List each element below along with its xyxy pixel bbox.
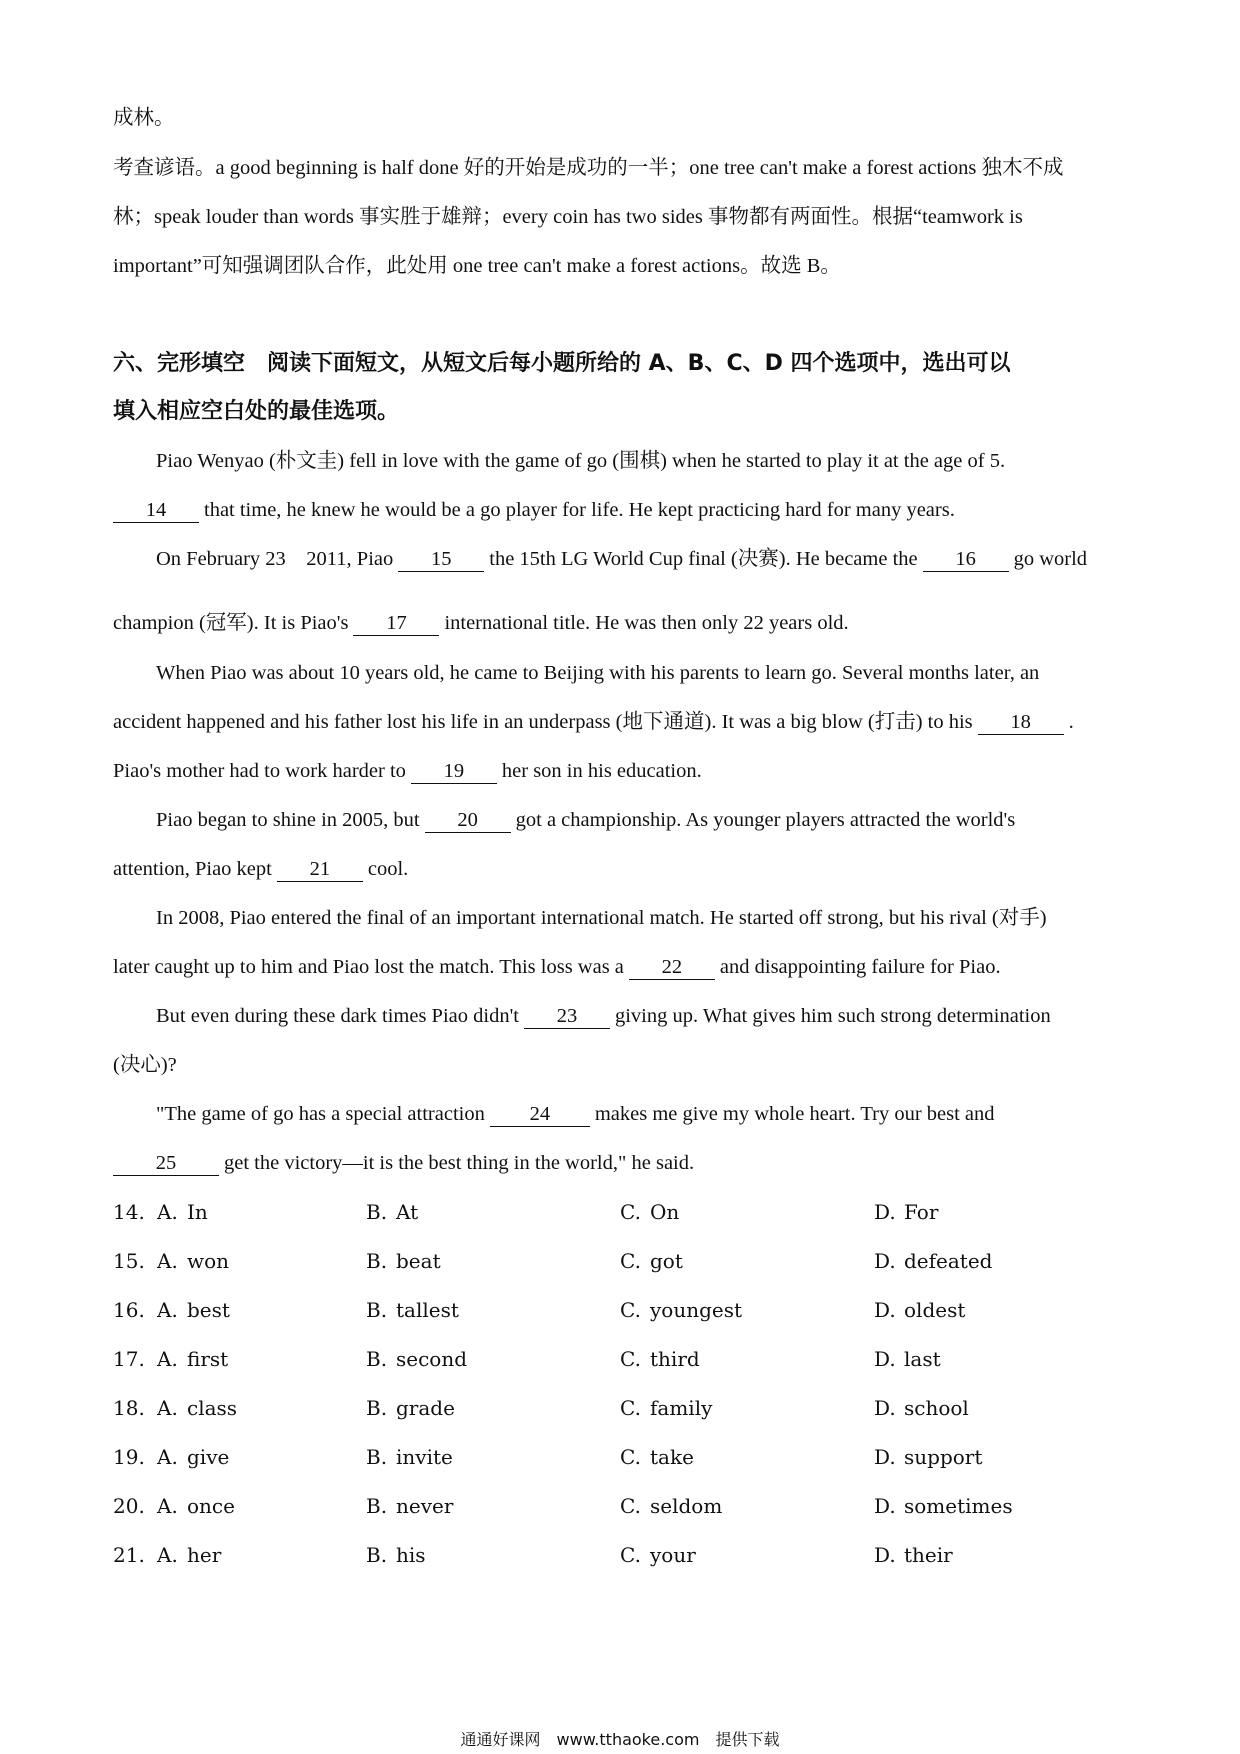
option-letter: C. [620,1543,641,1567]
passage-text: When Piao was about 10 years old, he came to Beijing with his parents to learn go. Several months later, an [156,662,1040,684]
option-text: In [187,1200,208,1224]
option-text: seldom [650,1494,723,1518]
question-row [113,1492,1133,1520]
option-letter: D. [874,1543,896,1567]
option-letter: B. [366,1200,388,1224]
option-text: defeated [904,1249,993,1273]
blank-17: 17 [353,611,439,636]
option-letter: B. [366,1445,388,1469]
blank-16: 16 [923,547,1009,572]
blank-15: 15 [398,547,484,572]
page-footer: 通通好课网 www.tthaoke.com 提供下载 [460,1730,780,1749]
passage-line [156,904,1132,932]
passage-text: attention, Piao kept [113,858,272,880]
question-number: 21. [113,1543,145,1567]
option-text: take [650,1445,694,1469]
option-letter: A. [157,1396,178,1420]
question-row [113,1443,1133,1471]
passage-text: Piao's mother had to work harder to [113,760,406,782]
option-letter: B. [366,1347,388,1371]
passage-text: go world [1013,548,1088,570]
passage-text: got a championship. As younger players attracted the world's [515,809,1016,831]
passage-text: (决心)? [113,1054,177,1076]
option-letter: C. [620,1200,641,1224]
option-letter: B. [366,1543,388,1567]
blank-23: 23 [524,1004,610,1029]
option-text: best [187,1298,230,1322]
question-number: 14. [113,1200,145,1224]
explanation-line: 林；speak louder than words 事实胜于雄辩；every coin has two sides 事物都有两面性。根据“teamwork is [113,206,1023,228]
blank-21: 21 [277,857,363,882]
question-number: 20. [113,1494,145,1518]
blank-19: 19 [411,759,497,784]
blank-14: 14 [113,498,199,523]
passage-text: Piao Wenyao (朴文圭) fell in love with the game of go (围棋) when he started to play it at the age of 5. [156,450,1006,472]
blank-24: 24 [490,1102,590,1127]
option-text: school [904,1396,969,1420]
passage-line [156,447,1132,475]
option-text: once [187,1494,235,1518]
question-row [113,1345,1133,1373]
option-letter: A. [157,1249,178,1273]
option-letter: C. [620,1445,641,1469]
option-letter: C. [620,1494,641,1518]
option-text: tallest [396,1298,459,1322]
option-text: class [187,1396,238,1420]
explanation-line: important”可知强调团队合作，此处用 one tree can't make a forest actions。故选 B。 [113,255,841,277]
passage-text: Piao began to shine in 2005, but [156,809,420,831]
question-number: 15. [113,1249,145,1273]
option-text: third [650,1347,700,1371]
option-text: beat [396,1249,441,1273]
passage-line [113,1149,1132,1177]
passage-line [156,659,1132,687]
option-text: first [187,1347,229,1371]
option-letter: B. [366,1298,388,1322]
passage-line [113,708,1132,736]
passage-text: But even during these dark times Piao didn't [156,1005,519,1027]
passage-line [113,1051,1132,1079]
option-letter: C. [620,1298,641,1322]
passage-line [156,1100,1132,1128]
passage-text: get the victory—it is the best thing in the world," he said. [224,1152,695,1174]
option-letter: C. [620,1396,641,1420]
option-letter: A. [157,1298,178,1322]
option-text: their [904,1543,953,1567]
option-letter: B. [366,1249,388,1273]
passage-line [113,496,1132,524]
passage-line [156,545,1132,573]
question-row [113,1541,1133,1569]
passage-text: and disappointing failure for Piao. [719,956,1001,978]
option-letter: D. [874,1494,896,1518]
option-text: invite [396,1445,453,1469]
section-heading: 六、完形填空 阅读下面短文，从短文后每小题所给的 A、B、C、D 四个选项中，选出可以 [113,351,1011,376]
question-number: 19. [113,1445,145,1469]
passage-line [113,609,1132,637]
option-text: never [396,1494,454,1518]
option-letter: A. [157,1445,178,1469]
passage-text: "The game of go has a special attraction [156,1103,485,1125]
option-letter: C. [620,1347,641,1371]
option-text: youngest [650,1298,743,1322]
passage-text: makes me give my whole heart. Try our best and [594,1103,995,1125]
passage-text: international title. He was then only 22 years old. [444,612,849,634]
option-text: give [187,1445,230,1469]
option-letter: D. [874,1200,896,1224]
passage-line [113,855,1132,883]
passage-text: accident happened and his father lost his life in an underpass (地下通道). It was a big blow (打击) to his [113,711,973,733]
option-text: sometimes [904,1494,1013,1518]
passage-line [156,806,1132,834]
passage-text: that time, he knew he would be a go player for life. He kept practicing hard for many years. [204,499,955,521]
passage-text: giving up. What gives him such strong determination [614,1005,1051,1027]
question-row [113,1247,1133,1275]
passage-text: On February 23 2011, Piao [156,548,394,570]
option-letter: B. [366,1494,388,1518]
passage-line [113,757,1132,785]
question-row [113,1198,1133,1226]
explanation-line: 成林。 [113,107,175,129]
option-letter: D. [874,1445,896,1469]
option-letter: A. [157,1347,178,1371]
question-number: 16. [113,1298,145,1322]
question-row [113,1296,1133,1324]
passage-line [113,953,1132,981]
option-letter: A. [157,1494,178,1518]
passage-text: her son in his education. [501,760,702,782]
question-row [113,1394,1133,1422]
passage-text: champion (冠军). It is Piao's [113,612,349,634]
explanation-line: 考查谚语。a good beginning is half done 好的开始是成功的一半；one tree can't make a forest actions 独木不成 [113,157,1064,179]
option-letter: D. [874,1396,896,1420]
passage-text: later caught up to him and Piao lost the match. This loss was a [113,956,624,978]
option-text: On [650,1200,680,1224]
option-text: his [396,1543,426,1567]
question-number: 17. [113,1347,145,1371]
passage-text: the 15th LG World Cup final (决赛). He became the [489,548,918,570]
option-text: won [187,1249,230,1273]
option-text: grade [396,1396,455,1420]
option-text: got [650,1249,683,1273]
blank-18: 18 [978,710,1064,735]
option-text: support [904,1445,983,1469]
option-letter: B. [366,1396,388,1420]
option-text: For [904,1200,939,1224]
option-letter: C. [620,1249,641,1273]
blank-20: 20 [425,808,511,833]
option-text: family [650,1396,713,1420]
option-text: her [187,1543,222,1567]
passage-text: . [1068,711,1074,733]
blank-25: 25 [113,1151,219,1176]
option-letter: D. [874,1347,896,1371]
option-letter: D. [874,1298,896,1322]
passage-line [156,1002,1132,1030]
question-number: 18. [113,1396,145,1420]
option-letter: A. [157,1200,178,1224]
option-text: oldest [904,1298,966,1322]
blank-22: 22 [629,955,715,980]
option-text: your [650,1543,696,1567]
passage-text: cool. [367,858,409,880]
option-letter: A. [157,1543,178,1567]
passage-text: In 2008, Piao entered the final of an important international match. He started off strong, but his rival (对手) [156,907,1047,929]
option-text: last [904,1347,941,1371]
option-letter: D. [874,1249,896,1273]
option-text: At [396,1200,419,1224]
section-heading: 填入相应空白处的最佳选项。 [113,399,400,424]
option-text: second [396,1347,468,1371]
